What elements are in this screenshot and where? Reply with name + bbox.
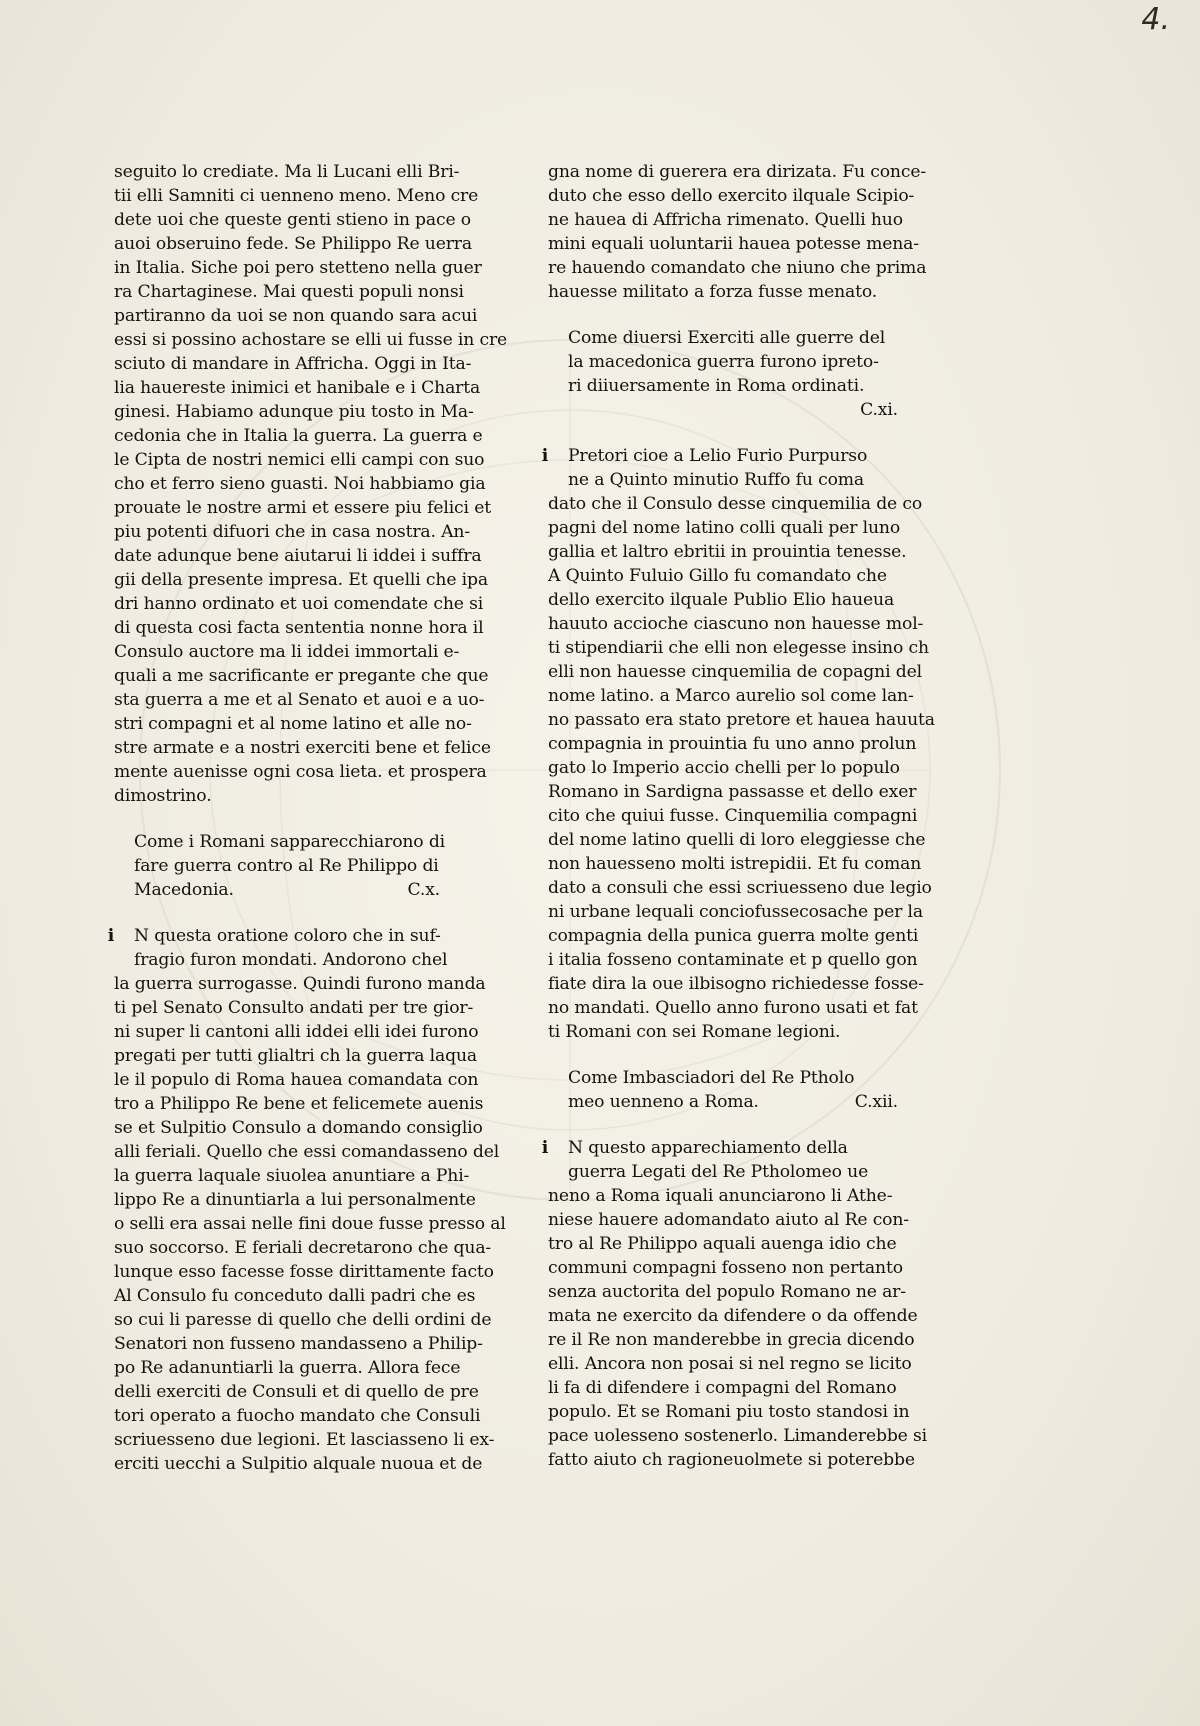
chapter-heading-cxi [548,326,898,422]
text-line: tro a Philippo Re bene et felicemete auenis [114,1094,484,1114]
heading-line: fare guerra contro al Re Philippo di [134,856,439,876]
text-line: cedonia che in Italia la guerra. La guerra e [114,426,483,446]
text-line: dato a consuli che essi scriuesseno due legio [548,878,932,898]
text-line: ti pel Senato Consulto andati per tre gior- [114,998,474,1018]
text-line: no mandati. Quello anno furono usati et fat [548,998,918,1018]
text-line: ti stipendiarii che elli non elegesse insino ch [548,638,929,658]
text-line: auoi obseruino fede. Se Philippo Re uerra [114,234,472,254]
right-paragraph-3 [541,1136,928,1472]
text-line: ginesi. Habiamo adunque piu tosto in Ma- [114,402,474,422]
text-line: gallia et laltro ebritii in prouintia tenesse. [548,542,907,562]
text-line: elli non hauesse cinquemilia de copagni del [548,662,922,682]
text-line: date adunque bene aiutarui li iddei i suffra [114,546,482,566]
text-line: le il populo di Roma hauea comandata con [114,1070,479,1090]
text-line: N questo apparechiamento della [568,1138,848,1158]
text-line: neno a Roma iquali anunciarono li Athe- [548,1186,893,1206]
text-line: re il Re non manderebbe in grecia dicendo [548,1330,915,1350]
right-column [541,160,935,1472]
text-line: lia hauereste inimici et hanibale e i Charta [114,378,481,398]
text-line: compagnia in prouintia fu uno anno prolun [548,734,917,754]
text-line: ra Chartaginese. Mai questi populi nonsi [114,282,464,302]
text-line: i italia fosseno contaminate et p quello gon [548,950,918,970]
text-line: li fa di difendere i compagni del Romano [548,1378,897,1398]
text-line: stri compagni et al nome latino et alle no- [114,714,472,734]
heading-line: Come diuersi Exerciti alle guerre del [568,328,886,348]
text-line: guerra Legati del Re Ptholomeo ue [568,1162,869,1182]
text-line: no passato era stato pretore et hauea hauuta [548,710,935,730]
text-line: pace uolesseno sostenerlo. Limanderebbe si [548,1426,928,1446]
heading-line: Come Imbasciadori del Re Ptholo [568,1068,855,1088]
text-line: ni super li cantoni alli iddei elli idei furono [114,1022,479,1042]
text-line: nome latino. a Marco aurelio sol come lan- [548,686,914,706]
text-line: del nome latino quelli di loro eleggiesse che [548,830,926,850]
text-line: lippo Re a dinuntiarla a lui personalmente [114,1190,476,1210]
text-line: cho et ferro sieno guasti. Noi habbiamo gia [114,474,486,494]
text-line: mini equali uoluntarii hauea potesse mena- [548,234,919,254]
text-line: gato lo Imperio accio chelli per lo populo [548,758,900,778]
text-line: o selli era assai nelle fini doue fusse presso al [114,1214,506,1234]
text-line: hauesse militato a forza fusse menato. [548,282,878,302]
text-line: tro al Re Philippo aquali auenga idio che [548,1234,897,1254]
text-line: ni urbane lequali conciofussecosache per la [548,902,923,922]
text-line: ne a Quinto minutio Ruffo fu coma [568,470,865,490]
text-line: gna nome di guerera era dirizata. Fu conce- [548,162,927,182]
text-line: elli. Ancora non posai si nel regno se licito [548,1354,912,1374]
chapter-number: C.x. [407,880,440,900]
text-line: Romano in Sardigna passasse et dello exer [548,782,917,802]
text-line: le Cipta de nostri nemici elli campi con suo [114,450,485,470]
text-line: dello exercito ilquale Publio Elio haueua [548,590,895,610]
text-line: ti Romani con sei Romane legioni. [548,1022,841,1042]
text-line: Senatori non fusseno mandasseno a Philip- [114,1334,483,1354]
text-line: pagni del nome latino colli quali per luno [548,518,901,538]
text-line: mente auenisse ogni cosa lieta. et prospera [114,762,487,782]
heading-line: la macedonica guerra furono ipreto- [568,352,879,372]
chapter-heading-cxii [548,1066,898,1114]
text-line: dimostrino. [114,786,212,806]
text-line: re hauendo comandato che niuno che prima [548,258,927,278]
text-line: fiate dira la oue ilbisogno richiedesse fosse- [548,974,924,994]
text-line: la guerra surrogasse. Quindi furono manda [114,974,486,994]
text-line: dri hanno ordinato et uoi comendate che si [114,594,484,614]
initial-guide-letter: i [107,926,115,946]
text-line: hauuto accioche ciascuno non hauesse mol- [548,614,924,634]
left-column [107,160,508,1476]
text-line: dato che il Consulo desse cinquemilia de co [548,494,923,514]
folio-number: 4. [1141,2,1170,37]
text-line: non hauesseno molti istrepidii. Et fu coman [548,854,922,874]
text-line: essi si possino achostare se elli ui fusse in cre [114,330,508,350]
text-line: alli feriali. Quello che essi comandasseno del [114,1142,500,1162]
text-line: Al Consulo fu conceduto dalli padri che es [114,1286,476,1306]
text-line: sciuto di mandare in Affricha. Oggi in Ita- [114,354,472,374]
text-line: partiranno da uoi se non quando sara acui [114,306,478,326]
text-line: erciti uecchi a Sulpitio alquale nuoua et de [114,1454,483,1474]
text-line: prouate le nostre armi et essere piu felici et [114,498,491,518]
text-line: quali a me sacrificante er pregante che que [114,666,489,686]
text-line: pregati per tutti glialtri ch la guerra laqua [114,1046,477,1066]
text-line: in Italia. Siche poi pero stetteno nella guer [114,258,482,278]
text-line: lunque esso facesse fosse dirittamente facto [114,1262,494,1282]
text-line: compagnia della punica guerra molte genti [548,926,919,946]
text-line: mata ne exercito da difendere o da offende [548,1306,918,1326]
text-line: communi compagni fosseno non pertanto [548,1258,903,1278]
heading-line: Come i Romani sapparecchiarono di [134,832,446,852]
text-line: delli exerciti de Consuli et di quello de pre [114,1382,479,1402]
chapter-number: C.xi. [860,400,898,420]
text-line: di questa cosi facta sententia nonne hora il [114,618,484,638]
chapter-heading-cx [114,830,450,902]
text-line: stre armate e a nostri exerciti bene et felice [114,738,491,758]
text-line: ne hauea di Affricha rimenato. Quelli huo [548,210,903,230]
text-line: tori operato a fuocho mandato che Consuli [114,1406,481,1426]
text-line: gii della presente impresa. Et quelli che ipa [114,570,488,590]
heading-line: ri diiuersamente in Roma ordinati. [568,376,865,396]
initial-guide-letter: i [541,1138,549,1158]
text-line: populo. Et se Romani piu tosto standosi in [548,1402,910,1422]
text-line: la guerra laquale siuolea anuntiare a Phi- [114,1166,470,1186]
text-line: Pretori cioe a Lelio Furio Purpurso [568,446,868,466]
text-line: seguito lo crediate. Ma li Lucani elli Bri- [114,162,460,182]
text-line: dete uoi che queste genti stieno in pace o [114,210,472,230]
text-line: suo soccorso. E feriali decretarono che qua- [114,1238,492,1258]
text-line: so cui li paresse di quello che delli ordini de [114,1310,492,1330]
text-line: N questa oratione coloro che in suf- [134,926,441,946]
heading-line: Macedonia. [134,880,234,900]
chapter-number: C.xii. [854,1092,898,1112]
initial-guide-letter: i [541,446,549,466]
text-line: sta guerra a me et al Senato et auoi e a uo- [114,690,485,710]
text-line: cito che quiui fusse. Cinquemilia compagni [548,806,918,826]
right-paragraph-1 [548,160,927,304]
text-line: fragio furon mondati. Andorono chel [134,950,448,970]
text-line: duto che esso dello exercito ilquale Scipio- [548,186,915,206]
left-paragraph-2 [107,924,506,1476]
text-line: po Re adanuntiarli la guerra. Allora fece [114,1358,461,1378]
text-line: niese hauere adomandato aiuto al Re con- [548,1210,909,1230]
text-line: fatto aiuto ch ragioneuolmete si poterebbe [548,1450,915,1470]
text-line: scriuesseno due legioni. Et lasciasseno li ex- [114,1430,495,1450]
text-line: A Quinto Fuluio Gillo fu comandato che [548,566,887,586]
heading-line: meo uenneno a Roma. [568,1092,759,1112]
right-paragraph-2 [541,444,935,1044]
text-line: piu potenti difuori che in casa nostra. An- [114,522,470,542]
text-line: tii elli Samniti ci uenneno meno. Meno cre [114,186,479,206]
left-paragraph-1 [114,160,508,808]
text-line: Consulo auctore ma li iddei immortali e- [114,642,460,662]
text-line: senza auctorita del populo Romano ne ar- [548,1282,906,1302]
text-line: se et Sulpitio Consulo a domando consiglio [114,1118,483,1138]
